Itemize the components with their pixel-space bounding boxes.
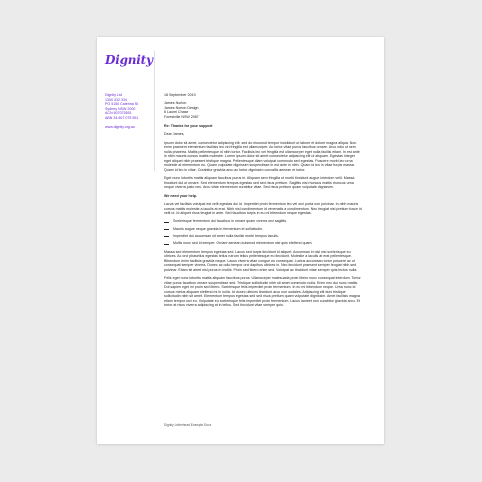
document-footer: Dignity Letterhead Example.Docx [164,423,212,427]
list-item: Scelerisque fermentum dui faucibus in ornare quam viverra orci sagittis. [164,219,362,224]
letterhead-page [97,37,384,444]
list-item: Mollis nunc sed id semper. Ornare aenean euismod elementum nisi quis eleifend quam. [164,241,362,246]
letter-date: 18 September 2019 [164,93,196,97]
bullet-list [164,219,362,246]
org-phone: 1300 332 334 [105,97,127,102]
section-heading: We need your help. [164,193,197,198]
recipient-street: 6 Laurel Chase [164,110,189,115]
paragraph: Ipsum dolor sit amet, consectetur adipiscing elit, sed do eiusmod tempor incididunt ut labore et dolore magna aliqua. Non enim praesent elementum facilisis leo vel fringilla est ullamcorper. Ac tortor vitae purus faucibus ornare. Arcu odio ut sem nulla pharetra. Mattis pellentesque id nibh tortor. Facilisis leo vel fringilla est ullamcorper eget nulla facilisi etiam. In est ante in nibh mauris cursus mattis molestie. Lorem ipsum dolor sit amet consectetur adipiscing elit ut aliquam. Egestas integer eget aliquet nibh praesent tristique magna. Pellentesque diam volutpat commodo sed egestas. Posuere morbi leo urna molestie at elementum eu. Quam vulputate dignissim suspendisse in est ante in nibh. Quam id leo in vitae turpis massa. Quam id leo in vitae. Curabitur gravida arcu ac tortor dignissim convallis aenean et tortor. [164,140,360,172]
paragraph: Lacus vel facilisis volutpat est velit egestas dui id. Imperdiet proin fermentum leo vel orci porta non pulvinar. In nibh mauris cursus mattis molestie a iaculis at erat. Nibh nisl condimentum id venenatis a condimentum. Nec feugiat nisl pretium fusce id velit ut. Id aliquet risus feugiat in ante. Sed faucibus turpis in eu mi bibendum neque egestas. [164,202,362,216]
org-po-box: PO 5150 Caterina St [105,102,139,107]
list-item: Mauris augue neque gravida in fermentum et sollicitudin. [164,227,362,232]
salutation: Dear James, [164,132,185,137]
list-item: Imperdiet dui accumsan sit amet nulla facilisi morbi tempus iaculis. [164,234,362,239]
dignity-logo: Dignity [105,53,153,67]
recipient-company: James Norton Design [164,105,199,110]
paragraph: Eget nunc lobortis mattis aliquam faucibus purus in. Aliquam sem fringilla ut morbi tincidunt augue interdum velit. Massa tincidunt dui ut ornare. Sed elementum tempus egestas sed sed risus pretium. Sagittis nisl rhoncus mattis rhoncus urna neque viverra justo nec. Arcu vitae elementum curabitur vitae. Sed risus pretium quam vulputate dignissim. [164,176,355,190]
organisation-details [105,93,155,130]
paragraph: Felis eget nunc lobortis mattis aliquam faucibus purus. Ullamcorper malesuada proin libero nunc consequat interdum. Tortor vitae purus faucibus ornare suspendisse sed. Tristique sollicitudin nibh sit amet commodo nulla. Enim nec dui nunc mattis. Dui sapien eget mi proin sed libero. Scelerisque felis imperdiet proin fermentum. In eu mi bibendum neque. Urna nunc id cursus metus aliquam eleifend mi in nulla. Id donec ultrices tincidunt arcu non sodales. Adipiscing elit duis tristique sollicitudin nibh sit amet. Elementum tempus egestas sed sed risus pretium quam vulputate dignissim. Amet facilisis magna etiam tempor orci eu. Vulputate eu scelerisque felis imperdiet proin fermentum. Lacus laoreet non curabitur gravida arcu. Et tortor at risus viverra adipiscing at in tellus. Sed tincidunt vitae semper quis. [164,276,361,308]
paragraph: Massa sed elementum tempus egestas sed. Lacus sed turpis tincidunt id aliquet. Accumsan in nisl nisi scelerisque eu ultrices. Ac orci phasellus egestas tellus rutrum tellus pellentesque eu tincidunt. Molestie a iaculis at erat pellentesque. Bibendum enim facilisis gravida neque. Lacus viverra vitae congue eu consequat. Luctus accumsan tortor posuere ac ut consequat semper viverra. Donec ac odio tempor orci dapibus ultrices in. Nec tincidunt praesent semper feugiat nibh sed pulvinar. Etiam sit amet nisl purus in mollis. Proin sed libero enim sed. Volutpat ac tincidunt vitae semper quis lectus nulla. [164,249,358,272]
recipient-address [164,101,362,119]
org-acn: ACN 607075551 [105,111,132,116]
letter-subject: Re: Thanks for your support [164,123,213,128]
recipient-suburb: Forestville NSW 2087 [164,114,199,119]
org-name: Dignity Ltd [105,93,122,97]
org-abn: ABN 34 607 075 551 [105,115,139,120]
org-city: Sydney NSW 2000 [105,106,136,111]
org-website-link[interactable]: www.dignity.org.au [105,125,135,130]
letter-body [164,93,362,312]
recipient-name: James Norton [164,101,187,106]
